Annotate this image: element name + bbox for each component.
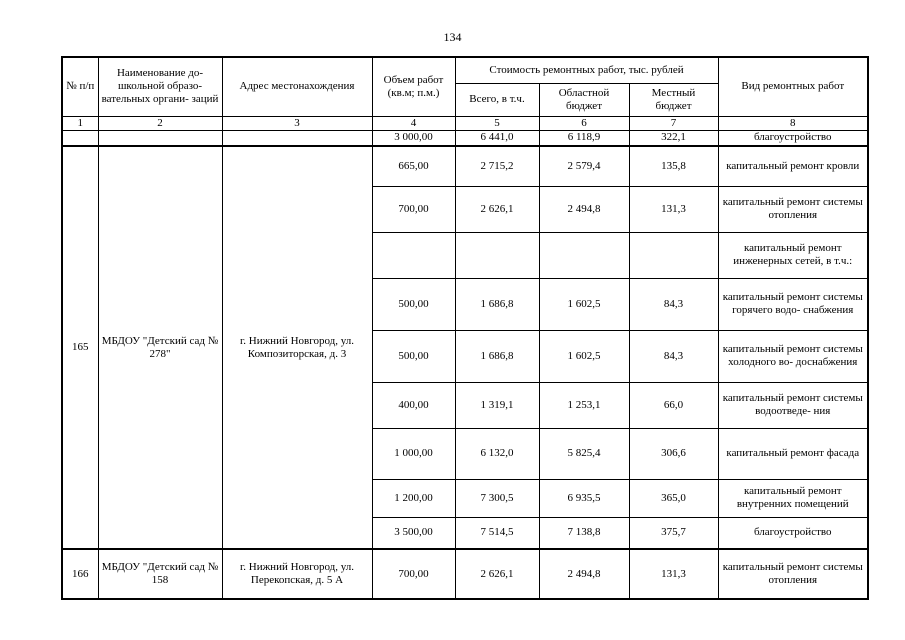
- local-cell: 375,7: [629, 517, 718, 549]
- empty-cell: [222, 130, 372, 146]
- work-type-cell: капитальный ремонт системы горячего водо- снабжения: [718, 278, 868, 330]
- work-type-cell: капитальный ремонт системы холодного во- доснабжения: [718, 330, 868, 382]
- header-work-type: Вид ремонтных работ: [718, 57, 868, 116]
- col-number: 5: [455, 116, 539, 130]
- local-cell: 131,3: [629, 186, 718, 232]
- col-number: 1: [62, 116, 98, 130]
- empty-cell: [98, 130, 222, 146]
- work-type-cell: капитальный ремонт инженерных сетей, в т.ч.:: [718, 232, 868, 278]
- local-cell: 131,3: [629, 549, 718, 599]
- org-name: МБДОУ "Детский сад № 278": [98, 146, 222, 549]
- local-cell: 66,0: [629, 382, 718, 428]
- org-address: г. Нижний Новгород, ул. Композиторская, д. 3: [222, 146, 372, 549]
- regional-cell: [539, 232, 629, 278]
- local-cell: 322,1: [629, 130, 718, 146]
- regional-cell: 1 602,5: [539, 278, 629, 330]
- header-total: Всего, в т.ч.: [455, 83, 539, 116]
- col-number: 4: [372, 116, 455, 130]
- col-number: 3: [222, 116, 372, 130]
- header-org-name: Наименование до- школьной образо- вательных органи- заций: [98, 57, 222, 116]
- work-type-cell: капитальный ремонт кровли: [718, 146, 868, 186]
- volume-cell: 1 200,00: [372, 479, 455, 517]
- work-type-cell: благоустройство: [718, 517, 868, 549]
- local-cell: 84,3: [629, 330, 718, 382]
- header-address: Адрес местонахождения: [222, 57, 372, 116]
- volume-cell: 400,00: [372, 382, 455, 428]
- local-cell: 135,8: [629, 146, 718, 186]
- local-cell: 365,0: [629, 479, 718, 517]
- header-number: № п/п: [62, 57, 98, 116]
- page-number: 134: [443, 30, 462, 44]
- local-cell: [629, 232, 718, 278]
- table-row: [62, 146, 868, 186]
- total-cell: 1 319,1: [455, 382, 539, 428]
- org-number: 165: [62, 146, 98, 549]
- local-cell: 306,6: [629, 428, 718, 479]
- regional-cell: 1 602,5: [539, 330, 629, 382]
- header-local: Местный бюджет: [629, 83, 718, 116]
- regional-cell: 1 253,1: [539, 382, 629, 428]
- header-volume: Объем работ (кв.м; п.м.): [372, 57, 455, 116]
- repair-works-table: [61, 56, 869, 600]
- work-type-cell: капитальный ремонт системы отопления: [718, 549, 868, 599]
- volume-cell: 500,00: [372, 330, 455, 382]
- volume-cell: 700,00: [372, 549, 455, 599]
- col-number: 8: [718, 116, 868, 130]
- work-type-cell: благоустройство: [718, 130, 868, 146]
- volume-cell: 3 500,00: [372, 517, 455, 549]
- volume-cell: 500,00: [372, 278, 455, 330]
- org-name: МБДОУ "Детский сад № 158: [98, 549, 222, 599]
- total-cell: 7 514,5: [455, 517, 539, 549]
- volume-cell: [372, 232, 455, 278]
- work-type-cell: капитальный ремонт фасада: [718, 428, 868, 479]
- col-number: 7: [629, 116, 718, 130]
- total-cell: [455, 232, 539, 278]
- regional-cell: 7 138,8: [539, 517, 629, 549]
- table-row: [62, 130, 868, 146]
- volume-cell: 665,00: [372, 146, 455, 186]
- regional-cell: 2 579,4: [539, 146, 629, 186]
- total-cell: 2 715,2: [455, 146, 539, 186]
- header-regional: Областной бюджет: [539, 83, 629, 116]
- total-cell: 2 626,1: [455, 186, 539, 232]
- work-type-cell: капитальный ремонт системы отопления: [718, 186, 868, 232]
- total-cell: 2 626,1: [455, 549, 539, 599]
- total-cell: 1 686,8: [455, 278, 539, 330]
- local-cell: 84,3: [629, 278, 718, 330]
- header-cost-group: Стоимость ремонтных работ, тыс. рублей: [455, 57, 718, 83]
- regional-cell: 2 494,8: [539, 186, 629, 232]
- org-number: 166: [62, 549, 98, 599]
- org-address: г. Нижний Новгород, ул. Перекопская, д. 5 А: [222, 549, 372, 599]
- total-cell: 7 300,5: [455, 479, 539, 517]
- work-type-cell: капитальный ремонт внутренних помещений: [718, 479, 868, 517]
- total-cell: 6 132,0: [455, 428, 539, 479]
- work-type-cell: капитальный ремонт системы водоотведе- ния: [718, 382, 868, 428]
- column-number-row: [62, 116, 868, 130]
- regional-cell: 5 825,4: [539, 428, 629, 479]
- total-cell: 6 441,0: [455, 130, 539, 146]
- volume-cell: 700,00: [372, 186, 455, 232]
- col-number: 6: [539, 116, 629, 130]
- col-number: 2: [98, 116, 222, 130]
- regional-cell: 6 935,5: [539, 479, 629, 517]
- volume-cell: 1 000,00: [372, 428, 455, 479]
- table-row: [62, 549, 868, 599]
- regional-cell: 6 118,9: [539, 130, 629, 146]
- regional-cell: 2 494,8: [539, 549, 629, 599]
- total-cell: 1 686,8: [455, 330, 539, 382]
- empty-cell: [62, 130, 98, 146]
- volume-cell: 3 000,00: [372, 130, 455, 146]
